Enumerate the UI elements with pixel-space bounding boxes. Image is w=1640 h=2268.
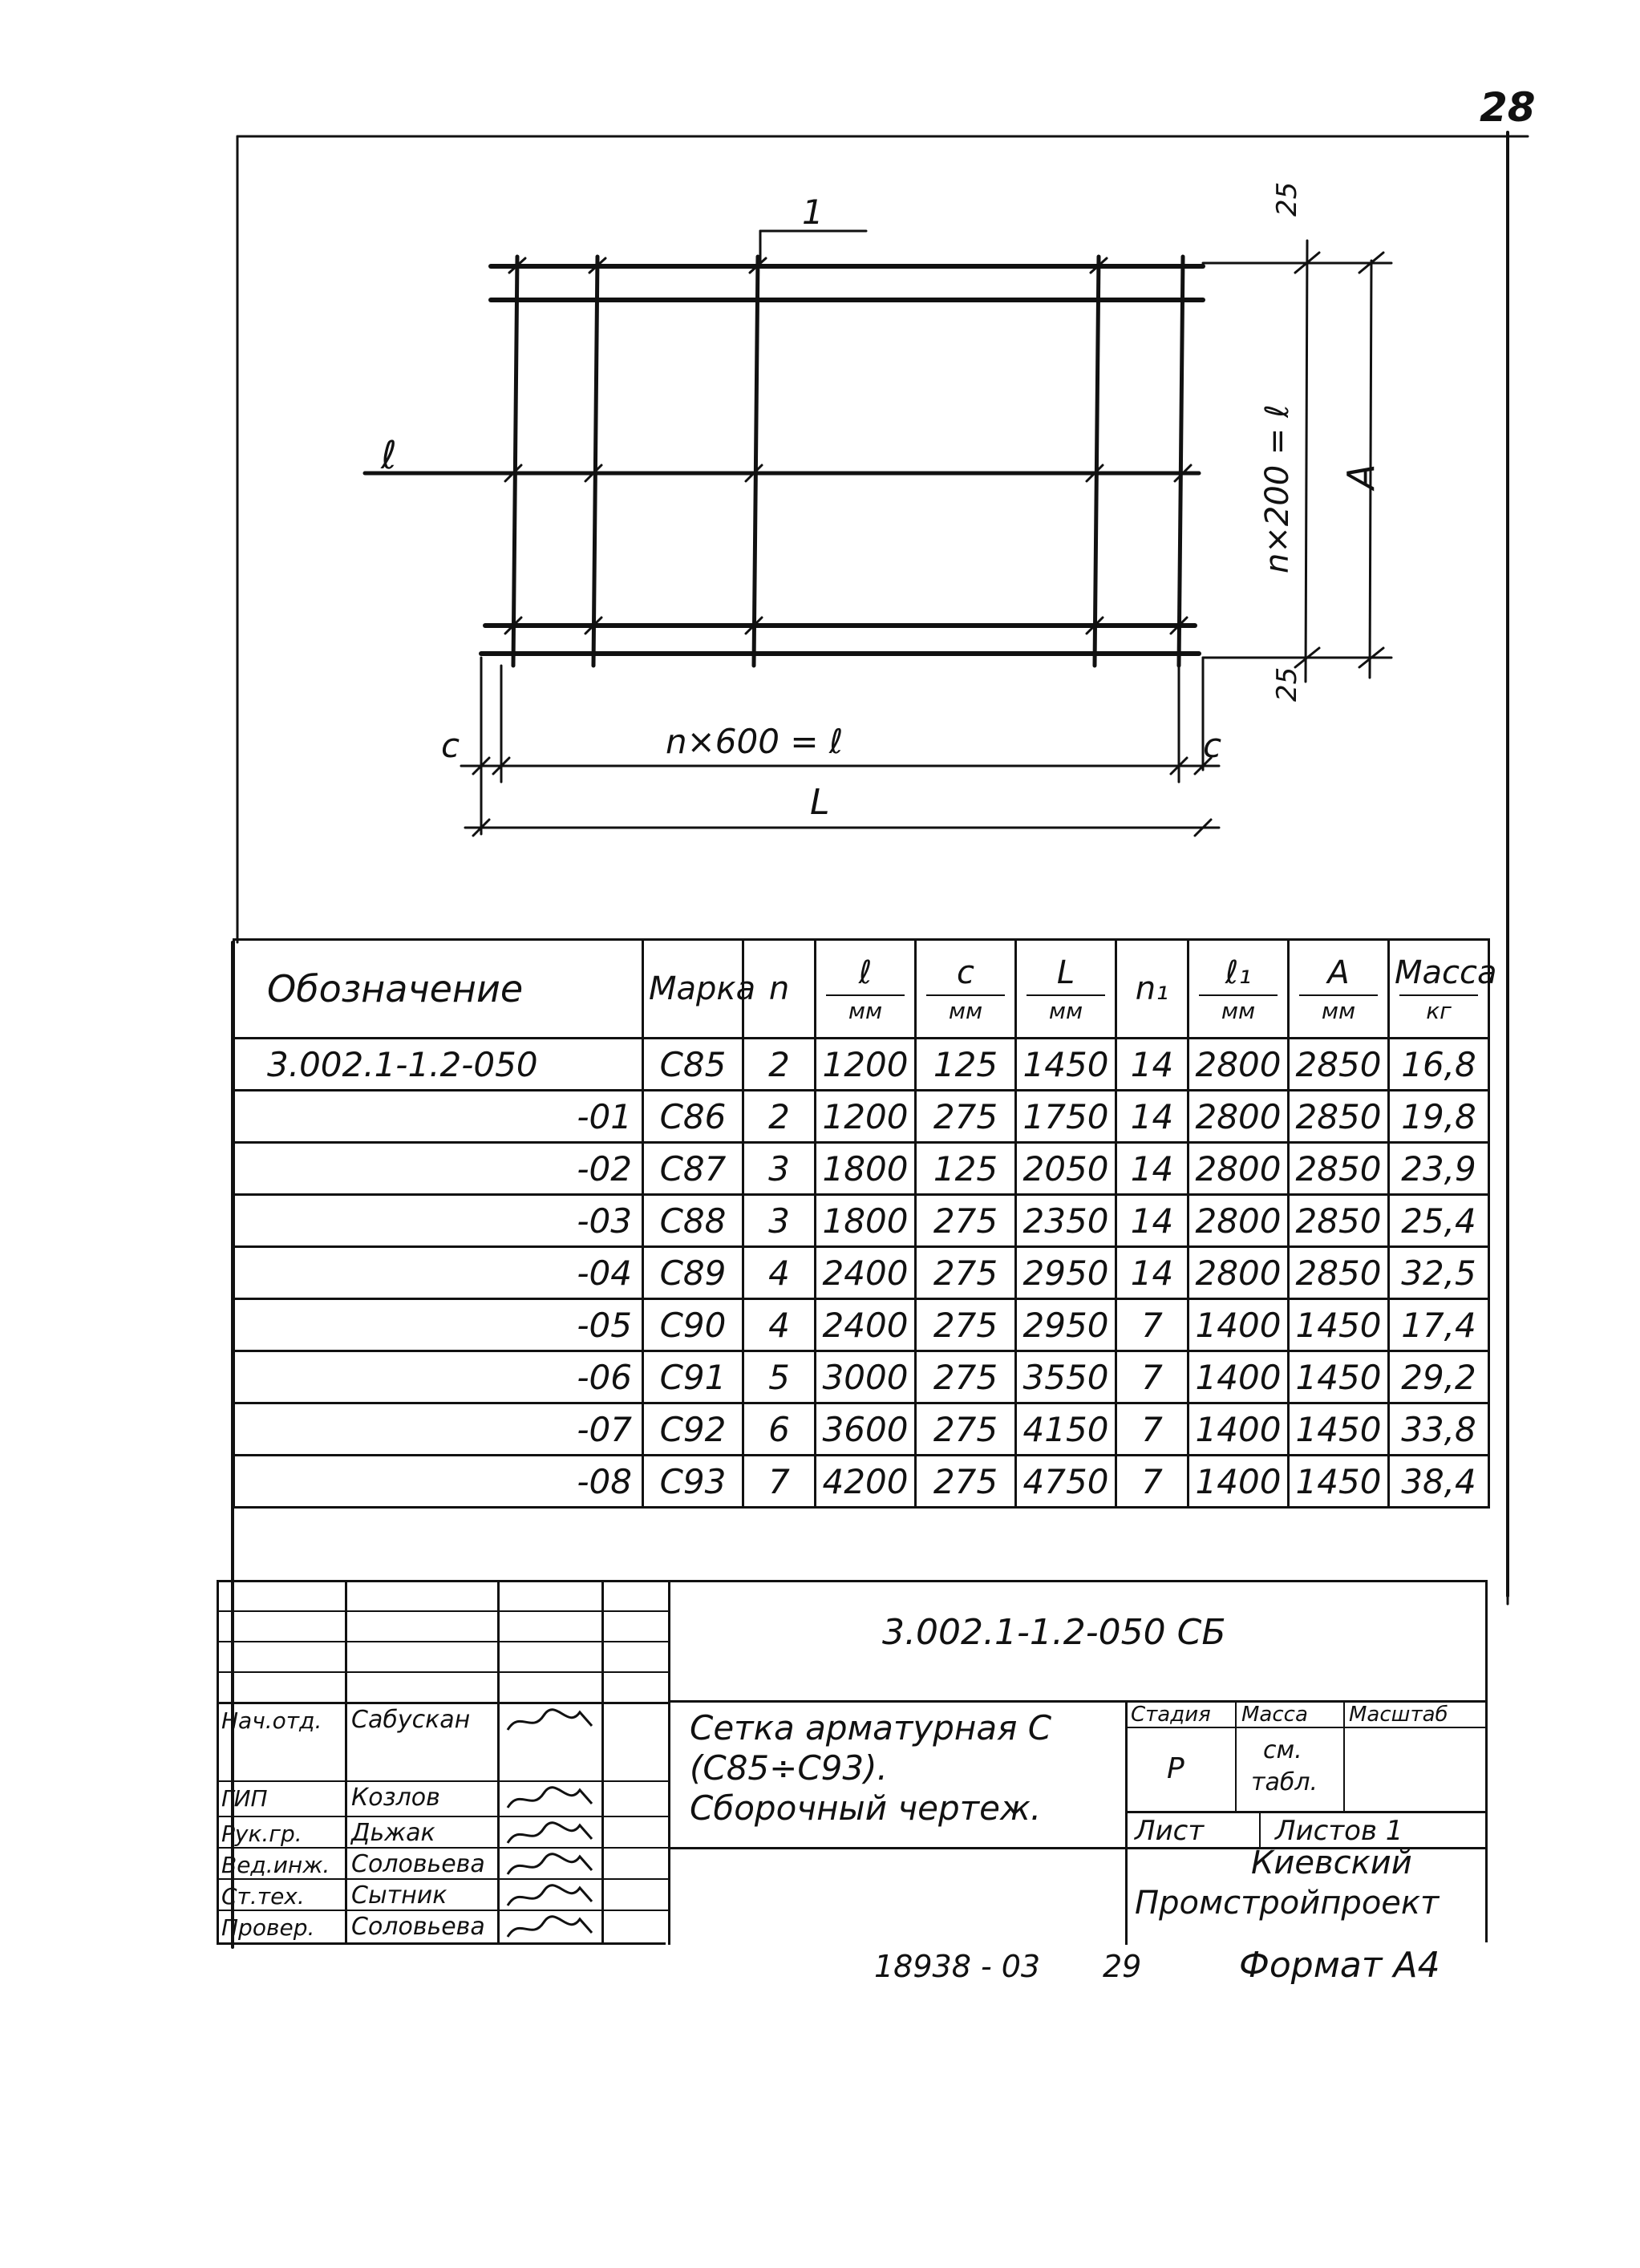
mesh-bar-vertical-4 (1095, 257, 1099, 666)
table-cell: С91 (643, 1351, 743, 1403)
title-line1: Сетка арматурная С (690, 1708, 1052, 1748)
table-cell: 33,8 (1389, 1403, 1489, 1456)
table-cell: 7 (1116, 1351, 1188, 1403)
mesh-bar-vertical-3 (754, 257, 758, 666)
table-cell: 4750 (1016, 1456, 1116, 1508)
table-cell: С90 (643, 1299, 743, 1351)
header-l: ℓ мм (816, 940, 916, 1039)
label-c-left: c (441, 726, 460, 765)
table-cell: 1450 (1016, 1039, 1116, 1091)
table-row (234, 1039, 1489, 1091)
role-name: Соловьева (351, 1913, 485, 1941)
cell-designation: -08 (234, 1456, 643, 1508)
table-cell: 16,8 (1389, 1039, 1489, 1091)
table-cell: 2800 (1188, 1091, 1289, 1143)
org-line1: Киевский (1251, 1845, 1412, 1881)
table-cell: 4200 (816, 1456, 916, 1508)
page-number: 28 (1480, 84, 1536, 131)
label-L: L (810, 782, 830, 823)
table-blank-row (234, 1508, 1489, 1565)
cell-designation: -01 (234, 1091, 643, 1143)
table-cell: 2350 (1016, 1195, 1116, 1247)
header-l1: ℓ₁ мм (1188, 940, 1289, 1039)
sheet-label: Лист (1135, 1815, 1205, 1847)
table-cell: 2800 (1188, 1195, 1289, 1247)
table-cell: 14 (1116, 1195, 1188, 1247)
table-cell: 2950 (1016, 1247, 1116, 1299)
signature-mark (504, 1819, 600, 1851)
table-cell: 1450 (1289, 1351, 1389, 1403)
table-cell: 29,2 (1389, 1351, 1489, 1403)
table-cell: 7 (1116, 1456, 1188, 1508)
table-row (234, 1247, 1489, 1299)
table-cell: 23,9 (1389, 1143, 1489, 1195)
role-name: Дьжак (351, 1819, 435, 1847)
table-row (234, 1299, 1489, 1351)
table-cell: 3 (743, 1195, 816, 1247)
header-designation: Обозначение (234, 940, 643, 1039)
role-label: Ст.тех. (221, 1883, 305, 1910)
table-cell: 2950 (1016, 1299, 1116, 1351)
header-mark: Марка (643, 940, 743, 1039)
table-cell: 7 (1116, 1403, 1188, 1456)
stage-header: Стадия (1131, 1703, 1211, 1727)
cell-designation: -05 (234, 1299, 643, 1351)
role-label: Нач.отд. (221, 1707, 322, 1734)
table-row (234, 1351, 1489, 1403)
stage-value: Р (1167, 1752, 1184, 1785)
table-cell: 6 (743, 1403, 816, 1456)
mass-value-line1: см. (1263, 1736, 1302, 1764)
mesh-bar-vertical-5 (1179, 257, 1183, 666)
table-cell: 2850 (1289, 1039, 1389, 1091)
table-row (234, 1195, 1489, 1247)
table-cell: 4 (743, 1247, 816, 1299)
table-cell: 2400 (816, 1299, 916, 1351)
inventory-number: 18938 - 03 (874, 1949, 1041, 1984)
table-cell: 17,4 (1389, 1299, 1489, 1351)
table-cell: 1450 (1289, 1403, 1389, 1456)
table-cell: 19,8 (1389, 1091, 1489, 1143)
table-cell: 2800 (1188, 1039, 1289, 1091)
table-cell: 3 (743, 1143, 816, 1195)
header-c: c мм (916, 940, 1016, 1039)
signature-mark (504, 1784, 600, 1816)
role-name: Соловьева (351, 1850, 485, 1878)
table-cell: С85 (643, 1039, 743, 1091)
table-row (234, 1403, 1489, 1456)
table-cell: 1400 (1188, 1456, 1289, 1508)
table-cell: 3600 (816, 1403, 916, 1456)
table-cell: 1450 (1289, 1456, 1389, 1508)
cell-designation: -02 (234, 1143, 643, 1195)
cell-designation: -04 (234, 1247, 643, 1299)
mesh-bar-vertical-2 (593, 257, 597, 666)
table-cell: 125 (916, 1039, 1016, 1091)
title-line3: Сборочный чертеж. (690, 1788, 1042, 1828)
role-label: Провер. (221, 1914, 315, 1941)
role-name: Козлов (351, 1784, 440, 1812)
cell-designation: -06 (234, 1351, 643, 1403)
label-c-right: c (1203, 726, 1222, 765)
table-cell: 2800 (1188, 1247, 1289, 1299)
table-row (234, 1456, 1489, 1508)
table-cell: 2800 (1188, 1143, 1289, 1195)
table-cell: С93 (643, 1456, 743, 1508)
label-bottom-offset: 25 (1271, 666, 1303, 702)
table-blank-cell (234, 1508, 1489, 1565)
table-cell: 14 (1116, 1247, 1188, 1299)
table-cell: 1200 (816, 1091, 916, 1143)
specification-table (233, 938, 1497, 1565)
table-cell: 275 (916, 1456, 1016, 1508)
label-horizontal-pitch: n×600 = ℓ (666, 722, 844, 761)
label-l-left: ℓ (381, 433, 397, 478)
table-cell: 275 (916, 1403, 1016, 1456)
table-cell: 275 (916, 1351, 1016, 1403)
table-cell: 275 (916, 1091, 1016, 1143)
header-L: L мм (1016, 940, 1116, 1039)
table-cell: 4150 (1016, 1403, 1116, 1456)
table-header-row (234, 940, 1489, 1039)
table-cell: 1400 (1188, 1351, 1289, 1403)
table-cell: С92 (643, 1403, 743, 1456)
table-cell: 25,4 (1389, 1195, 1489, 1247)
table-cell: 1450 (1289, 1299, 1389, 1351)
table-cell: С86 (643, 1091, 743, 1143)
table-cell: 7 (743, 1456, 816, 1508)
table-cell: 1200 (816, 1039, 916, 1091)
role-label: Вед.инж. (221, 1852, 330, 1878)
label-bar-number: 1 (802, 192, 824, 232)
signature-mark (504, 1881, 600, 1914)
table-cell: 14 (1116, 1091, 1188, 1143)
cell-designation: 3.002.1-1.2-050 (234, 1039, 643, 1091)
table-cell: 2050 (1016, 1143, 1116, 1195)
table-cell: 275 (916, 1299, 1016, 1351)
table-cell: 38,4 (1389, 1456, 1489, 1508)
table-cell: 5 (743, 1351, 816, 1403)
label-top-offset: 25 (1271, 181, 1303, 217)
copy-number: 29 (1103, 1949, 1142, 1984)
signature-mark (504, 1706, 600, 1738)
table-cell: 2400 (816, 1247, 916, 1299)
header-n: n (743, 940, 816, 1039)
mesh-bar-vertical-1 (513, 257, 517, 666)
table-row (234, 1143, 1489, 1195)
table-cell: С87 (643, 1143, 743, 1195)
table-cell: 2850 (1289, 1195, 1389, 1247)
table-cell: 2 (743, 1039, 816, 1091)
org-line2: Промстройпроект (1135, 1885, 1440, 1922)
table-cell: 7 (1116, 1299, 1188, 1351)
table-cell: С88 (643, 1195, 743, 1247)
role-label: ГИП (221, 1785, 268, 1812)
header-A: A мм (1289, 940, 1389, 1039)
cell-designation: -03 (234, 1195, 643, 1247)
table-cell: 125 (916, 1143, 1016, 1195)
table-cell: 2850 (1289, 1143, 1389, 1195)
role-label: Рук.гр. (221, 1820, 302, 1847)
label-A: A (1339, 464, 1383, 489)
header-mass: Масса кг (1389, 940, 1489, 1039)
table-row (234, 1091, 1489, 1143)
title-block (217, 1580, 1488, 1945)
table-cell: 275 (916, 1195, 1016, 1247)
table-cell: 3550 (1016, 1351, 1116, 1403)
table-cell: С89 (643, 1247, 743, 1299)
label-vertical-pitch: n×200 = ℓ (1259, 404, 1296, 573)
table-cell: 1400 (1188, 1403, 1289, 1456)
table-cell: 1800 (816, 1195, 916, 1247)
signature-mark (504, 1913, 600, 1945)
table-cell: 14 (1116, 1143, 1188, 1195)
cell-designation: -07 (234, 1403, 643, 1456)
title-line2: (С85÷С93). (690, 1748, 888, 1788)
document-code: 3.002.1-1.2-050 СБ (882, 1612, 1226, 1653)
table-cell: 2 (743, 1091, 816, 1143)
table-cell: 2850 (1289, 1247, 1389, 1299)
table-cell: 3000 (816, 1351, 916, 1403)
role-name: Сабускан (351, 1706, 471, 1734)
table-cell: 1400 (1188, 1299, 1289, 1351)
signature-mark (504, 1850, 600, 1882)
table-cell: 2850 (1289, 1091, 1389, 1143)
table-cell: 4 (743, 1299, 816, 1351)
role-name: Сытник (351, 1881, 447, 1910)
table-cell: 1800 (816, 1143, 916, 1195)
mass-header: Масса (1241, 1703, 1308, 1727)
header-n1: n₁ (1116, 940, 1188, 1039)
mass-value-line2: табл. (1251, 1768, 1318, 1796)
table-cell: 14 (1116, 1039, 1188, 1091)
sheets-label: Листов 1 (1275, 1815, 1403, 1847)
table-cell: 275 (916, 1247, 1016, 1299)
table-cell: 32,5 (1389, 1247, 1489, 1299)
format-label: Формат А4 (1239, 1945, 1440, 1986)
scale-header: Масштаб (1349, 1703, 1448, 1727)
table-cell: 1750 (1016, 1091, 1116, 1143)
